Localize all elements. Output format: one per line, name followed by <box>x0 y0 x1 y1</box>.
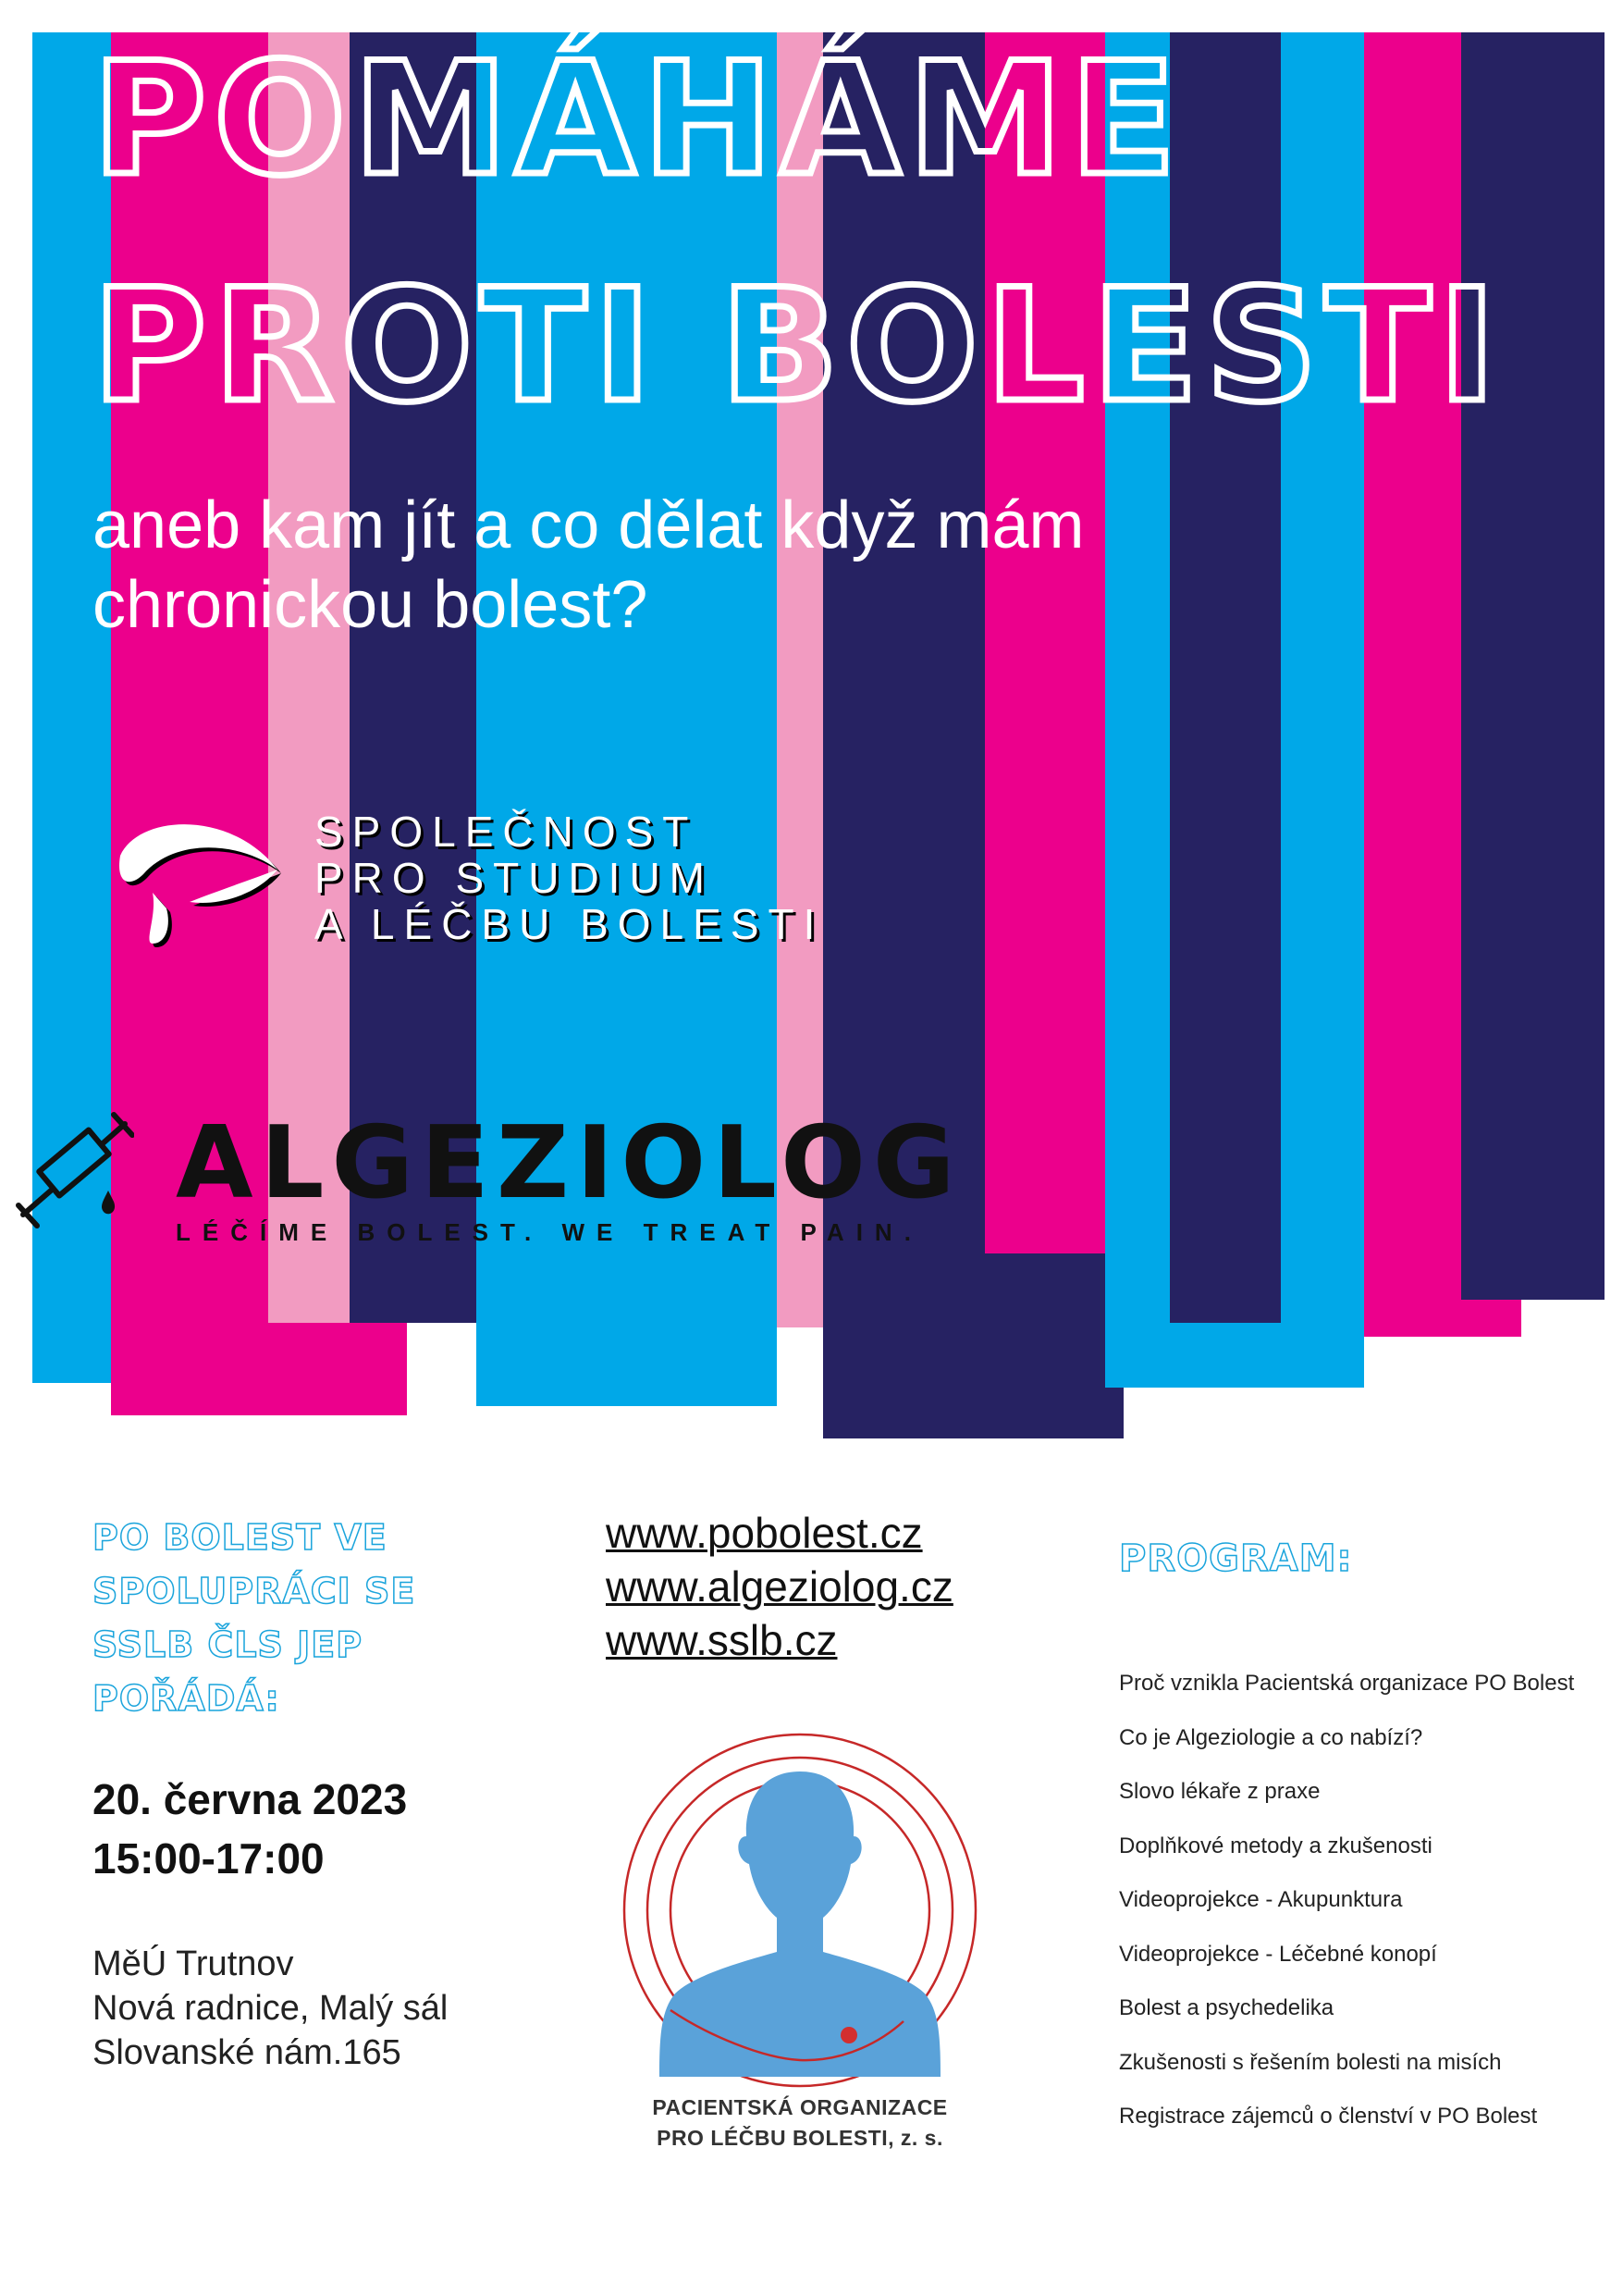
program-item: Bolest a psychedelika <box>1119 1995 1334 2020</box>
stripe-navy <box>1461 32 1605 1300</box>
organizer-line-4: POŘÁDÁ: <box>92 1678 280 1719</box>
venue-line-2: Nová radnice, Malý sál <box>92 1989 449 2028</box>
drop-eye-icon <box>102 805 296 953</box>
sslb-line-1: SPOLEČNOST <box>314 808 698 856</box>
event-time: 15:00-17:00 <box>92 1834 325 1882</box>
program-item: Videoprojekce - Akupunktura <box>1119 1887 1403 1912</box>
sslb-line-2: PRO STUDIUM <box>314 854 714 902</box>
title-line-2: PROTI BOLESTI <box>92 255 1504 437</box>
subtitle: aneb kam jít a co dělat když mám chronickou bolest? <box>92 488 1085 642</box>
program-item: Slovo lékaře z praxe <box>1119 1779 1321 1804</box>
po-bolest-name <box>578 2092 1022 2154</box>
link-pobolest[interactable]: www.pobolest.cz <box>606 1509 923 1557</box>
organizer-line-2: SPOLUPRÁCI SE <box>92 1571 416 1611</box>
program-item: Co je Algeziologie a co nabízí? <box>1119 1724 1423 1750</box>
program-item: Zkušenosti s řešením bolesti na misích <box>1119 2049 1502 2075</box>
person-silhouette-icon <box>606 1716 994 2123</box>
organizer-line-3: SSLB ČLS JEP <box>92 1624 363 1665</box>
program-list <box>1119 1670 1574 2157</box>
title-line-1: POMÁHÁME <box>92 29 1184 210</box>
link-sslb[interactable]: www.sslb.cz <box>606 1616 838 1664</box>
po-name-line-2: PRO LÉČBU BOLESTI, z. s. <box>657 2126 943 2150</box>
event-date: 20. června 2023 <box>92 1775 408 1823</box>
venue-line-1: MěÚ Trutnov <box>92 1944 294 1983</box>
algeziolog-tagline: LÉČÍME BOLEST. WE TREAT PAIN. <box>176 1218 923 1246</box>
algeziolog-name: ALGEZIOLOG <box>176 1105 963 1221</box>
po-name-line-1: PACIENTSKÁ ORGANIZACE <box>652 2095 948 2119</box>
syringe-icon <box>14 1105 134 1235</box>
sslb-line-3: A LÉČBU BOLESTI <box>314 900 825 948</box>
venue-line-3: Slovanské nám.165 <box>92 2033 401 2072</box>
program-item: Registrace zájemců o členství v PO Bolest <box>1119 2104 1538 2129</box>
organizer-line-1: PO BOLEST VE <box>92 1517 387 1558</box>
program-item: Videoprojekce - Léčebné konopí <box>1119 1941 1437 1967</box>
stripe-navy <box>1170 32 1281 1323</box>
program-heading: PROGRAM: <box>1119 1537 1353 1580</box>
program-item: Doplňkové metody a zkušenosti <box>1119 1833 1432 1858</box>
link-algeziolog[interactable]: www.algeziolog.cz <box>606 1562 953 1611</box>
program-item: Proč vznikla Pacientská organizace PO Bolest <box>1119 1671 1575 1696</box>
